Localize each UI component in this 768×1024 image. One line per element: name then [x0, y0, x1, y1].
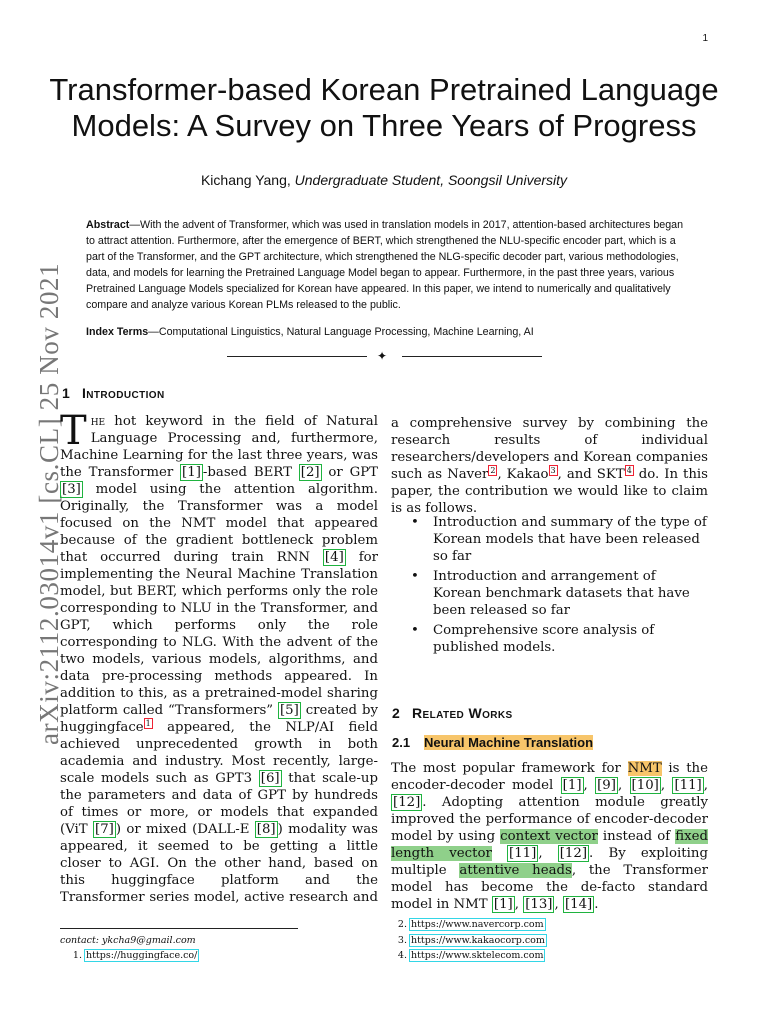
abstract-label: Abstract	[86, 219, 130, 231]
text-run: do. In this paper, the contribution we would like to claim is as follows.	[391, 467, 708, 516]
text-run: a comprehensive survey by combining the research results of individual researchers/developers and Korean companies such as Naver	[391, 416, 708, 482]
bullet-icon: •	[411, 569, 419, 584]
index-terms-text: —Computational Linguistics, Natural Language Processing, Machine Learning, AI	[148, 326, 534, 338]
bullet-icon: •	[411, 623, 419, 638]
footnote-number: 3.	[397, 934, 407, 946]
citation-link[interactable]: [5]	[279, 703, 299, 718]
citation-link[interactable]: [1]	[493, 897, 513, 912]
citation-link[interactable]: [3]	[62, 482, 81, 497]
footnote-number: 1.	[72, 950, 82, 961]
section-divider	[227, 350, 542, 362]
citation-link[interactable]: [4]	[324, 550, 344, 565]
footnote-url-link[interactable]: https://huggingface.co/	[86, 950, 198, 961]
text-run: created by huggingface	[60, 703, 378, 735]
text-run: The most popular framework for	[391, 761, 628, 776]
citation-link[interactable]: [12]	[559, 846, 588, 861]
page-number: 1	[702, 33, 708, 44]
contribution-list	[411, 514, 708, 659]
citation-link[interactable]: [13]	[525, 897, 553, 912]
author-name: Kichang Yang,	[200, 172, 291, 188]
text-run: ,	[703, 778, 708, 793]
citation-link[interactable]: [1]	[562, 778, 582, 793]
section-number: 2	[392, 705, 401, 721]
footnote-rule	[60, 928, 298, 929]
footnote-ref-link[interactable]: 2	[490, 465, 496, 475]
footnote-number: 4.	[397, 950, 407, 961]
text-run: ,	[538, 846, 558, 861]
highlight-fixed-length-vector: fixed length vector	[391, 829, 708, 861]
text-run: , and SKT	[557, 467, 625, 482]
footnote-url-link[interactable]: https://www.sktelecom.com	[411, 950, 544, 961]
list-item-text: Introduction and arrangement of Korean benchmark datasets that have been released so far	[433, 569, 690, 618]
citation-link[interactable]: [7]	[95, 822, 114, 837]
footnotes-left	[60, 933, 199, 963]
citation-link[interactable]: [2]	[300, 465, 320, 480]
text-run: for implementing the Neural Machine Translation model, but BERT, which performs only the role corresponding to NLU in the Transformer, and GPT, which performs only the role corresponding to NLG. With the advent of the two models, various models, algorithms, and data pre-processing methods appeared. In addition to this, as a pretrained-model sharing platform called “Transformers”	[60, 550, 378, 718]
list-item	[411, 622, 708, 656]
author-line	[40, 172, 728, 188]
text-run: -based BERT	[202, 465, 299, 480]
paper-title-line-2: Models: A Survey on Three Years of Progress	[71, 108, 697, 143]
text-run	[492, 846, 507, 861]
text-run: ,	[617, 778, 630, 793]
footnote-ref-link[interactable]: 4	[626, 465, 632, 475]
section-title: Introduction	[82, 385, 165, 401]
highlight-nmt: NMT	[627, 761, 662, 776]
text-run: ,	[554, 897, 563, 912]
footnote-item	[385, 948, 547, 964]
subsection-number: 2.1	[392, 735, 411, 750]
text-run: ,	[660, 778, 673, 793]
list-item-text: Introduction and summary of the type of Korean models that have been released so far	[433, 515, 707, 564]
abstract-text: —With the advent of Transformer, which was used in translation models in 2017, attention-based architectures began to attract attention. Furthermore, after the emergence of BERT, which strengthened the NLU-specific encoder part, which is a part of the Transformer, and the GPT architecture, which strengthened the NLG-specific decoder part, various methodologies, data, and models for learning the Pretrained Language Model began to appear. Furthermore, in the past three years, various Pretrained Language Models specialized for Korean have appeared. In this paper, we intend to numerically and qualitatively compare and analyze various Korean PLMs released to the public.	[86, 219, 684, 311]
citation-link[interactable]: [9]	[597, 778, 616, 793]
text-run: .	[594, 897, 599, 912]
subsection-heading-nmt	[392, 735, 593, 750]
introduction-paragraph	[60, 413, 378, 908]
citation-link[interactable]: [8]	[256, 822, 276, 837]
list-item	[411, 514, 708, 565]
footnote-ref-link[interactable]: 1	[145, 718, 151, 728]
footnote-ref-link[interactable]: 3	[550, 465, 556, 475]
nmt-paragraph	[391, 760, 708, 913]
text-run: ,	[583, 778, 596, 793]
index-terms	[86, 324, 684, 340]
text-run: . By exploiting multiple	[391, 846, 708, 878]
text-run: instead of	[597, 829, 676, 844]
footnote-url-link[interactable]: https://www.kakaocorp.com	[411, 934, 545, 946]
text-run: model using the attention algorithm. Originally, the Transformer was a model focused on the NMT model that appeared because of the gradient bottleneck problem that occurred during train RNN	[60, 482, 378, 565]
highlight-context-vector: context vector	[500, 829, 598, 844]
section-heading-related-works	[392, 705, 513, 721]
text-run: hot keyword in the field of Natural Language Processing and, furthermore, Machine Learning for the last three years, was the Transformer	[60, 414, 378, 480]
list-item-text: Comprehensive score analysis of published models.	[433, 623, 655, 655]
text-run: ,	[514, 897, 524, 912]
divider-diamond-icon: ✦	[377, 349, 388, 363]
divider-line-left	[227, 356, 367, 357]
section-number: 1	[62, 385, 71, 401]
text-run: that scale-up the parameters and data of GPT by hundreds of times or more, or models that expanded (ViT	[60, 771, 378, 837]
text-run: . Adopting attention module greatly improved the performance of encoder-decoder model by using	[391, 795, 708, 844]
section-heading-introduction	[62, 385, 165, 401]
footnotes-right	[385, 917, 547, 964]
citation-link[interactable]: [12]	[393, 795, 421, 810]
paper-title	[40, 72, 728, 144]
footnote-item	[385, 917, 547, 933]
abstract	[86, 217, 684, 313]
citation-link[interactable]: [1]	[182, 465, 201, 480]
text-run: appeared, the NLP/AI field achieved unprecedented growth in both academia and industry. Most recently, large-scale models such as GPT3	[60, 720, 378, 786]
text-run: ) or mixed (DALL-E	[115, 822, 255, 837]
section-title: Related Works	[412, 705, 513, 721]
text-run: or GPT	[321, 465, 378, 480]
text-run: is the encoder-decoder model	[391, 761, 708, 793]
paper-title-line-1: Transformer-based Korean Pretrained Language	[49, 72, 719, 107]
highlight-attentive-heads: attentive heads	[459, 863, 572, 878]
citation-link[interactable]: [11]	[674, 778, 702, 793]
list-item	[411, 568, 708, 619]
footnote-item	[60, 948, 199, 963]
index-terms-label: Index Terms	[86, 326, 149, 338]
text-run: , Kakao	[497, 467, 549, 482]
footnote-item	[385, 933, 547, 949]
contribution-intro-paragraph	[391, 415, 708, 517]
divider-line-right	[402, 356, 542, 357]
citation-link[interactable]: [6]	[260, 771, 280, 786]
arxiv-identifier-stamp[interactable]: arXiv:2112.03014v1 [cs.CL] 25 Nov 2021	[34, 262, 64, 745]
citation-link[interactable]: [14]	[564, 897, 593, 912]
citation-link[interactable]: [11]	[509, 846, 537, 861]
bullet-icon: •	[411, 515, 419, 530]
footnote-number: 2.	[397, 919, 407, 930]
contact-email: contact: ykcha9@gmail.com	[60, 935, 196, 946]
footnote-url-link[interactable]: https://www.navercorp.com	[411, 919, 544, 930]
author-affiliation: Undergraduate Student, Soongsil University	[294, 172, 568, 188]
small-caps-word: he	[90, 414, 106, 429]
citation-link[interactable]: [10]	[631, 778, 659, 793]
text-run: ) modality was appeared, it seemed to be getting a little closer to AGI. On the other hand, based on this huggingface platform and the Transformer series model, active research and	[60, 822, 378, 905]
text-run: , the Transformer model has become the de-facto standard model in NMT	[391, 863, 708, 912]
subsection-title-highlighted: Neural Machine Translation	[424, 735, 594, 750]
drop-cap: T	[60, 413, 87, 454]
